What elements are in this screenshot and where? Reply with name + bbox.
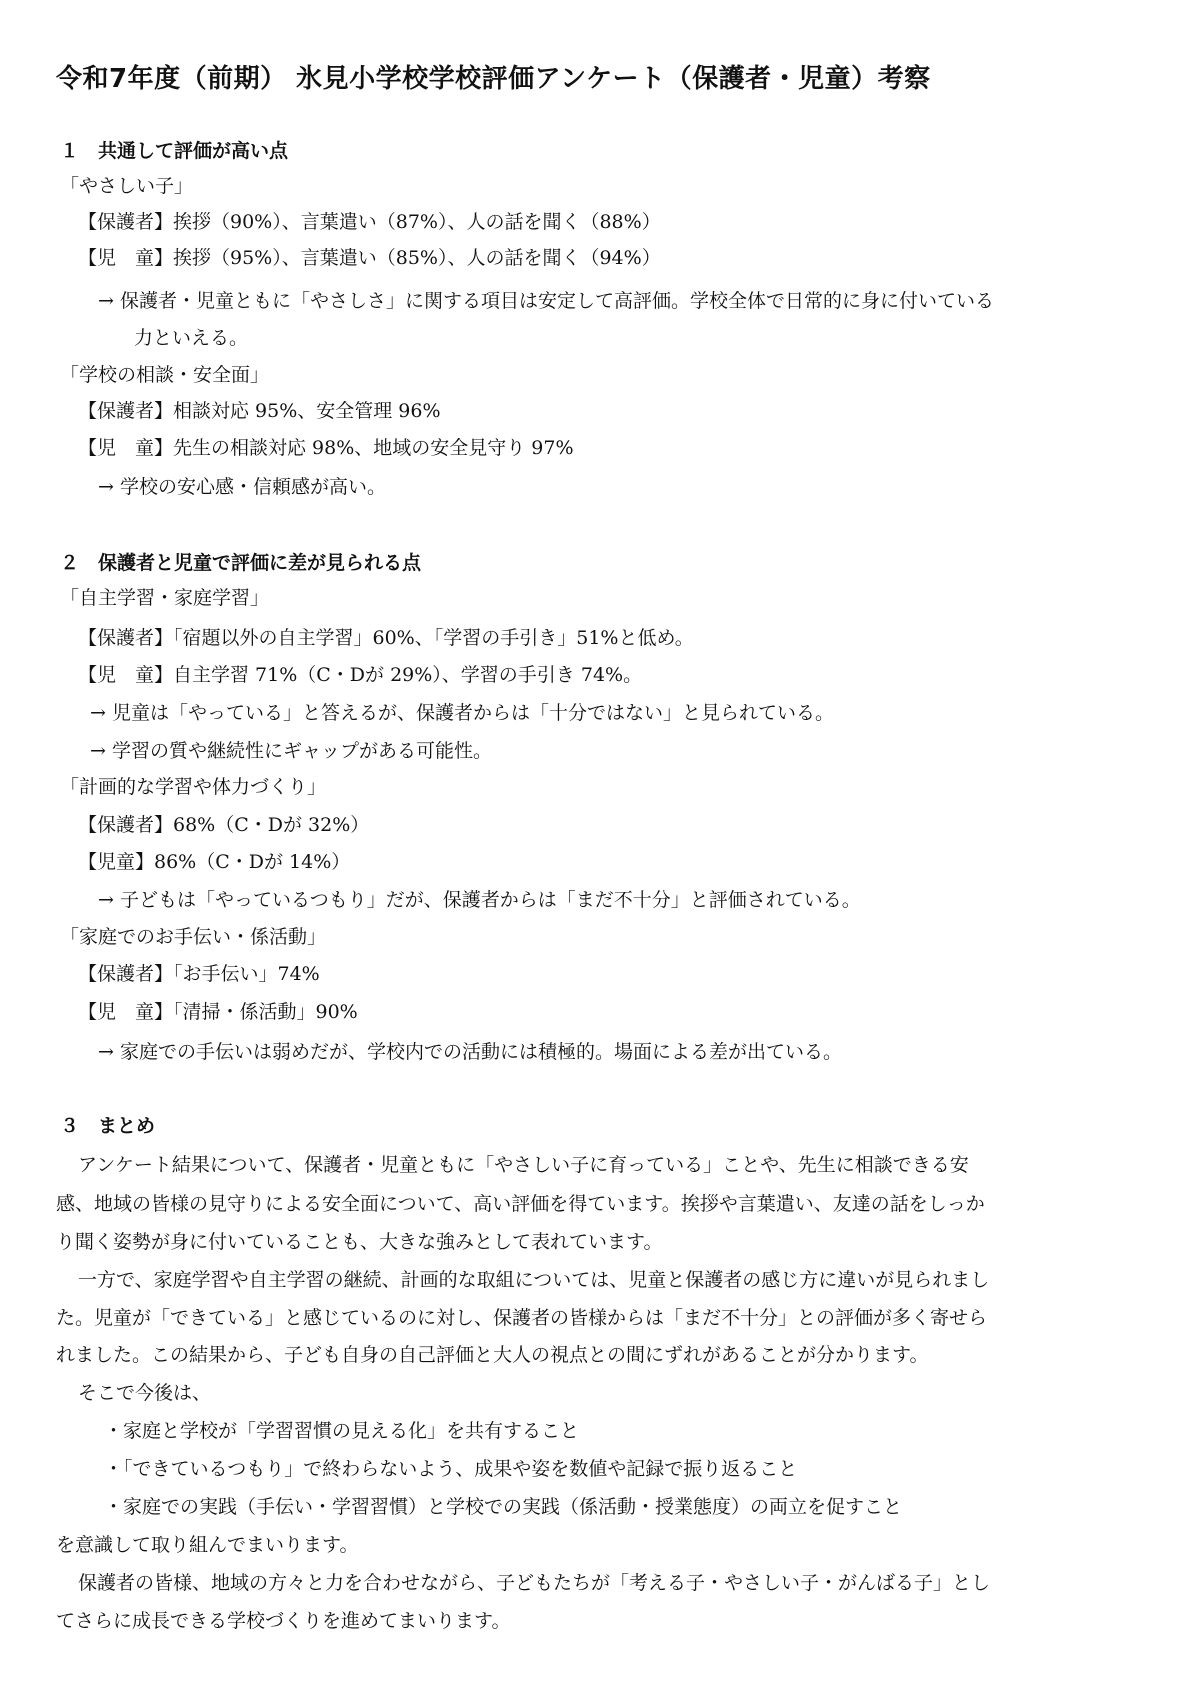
- section1-group1-note: → 保護者・児童ともに「やさしさ」に関する項目は安定して高評価。学校全体で日常的に身に付いている: [98, 290, 994, 312]
- section2-group2-child: 【児童】86%（C・Dが 14%）: [78, 851, 351, 873]
- summary-paragraph1-line2: 感、地域の皆様の見守りによる安全面について、高い評価を得ています。挨拶や言葉遣い、友達の話をしっか: [56, 1193, 985, 1215]
- summary-paragraph3-intro: そこで今後は、: [78, 1382, 212, 1404]
- summary-bullet-3: ・家庭での実践（手伝い・学習習慣）と学校での実践（係活動・授業態度）の両立を促すこと: [104, 1496, 903, 1518]
- section2-group1-note1: → 児童は「やっている」と答えるが、保護者からは「十分ではない」と見られている。: [90, 702, 834, 724]
- section2-group1-note2: → 学習の質や継続性にギャップがある可能性。: [90, 740, 492, 762]
- summary-paragraph3-end: を意識して取り組んでまいります。: [56, 1534, 359, 1556]
- summary-paragraph4-line1: 保護者の皆様、地域の方々と力を合わせながら、子どもたちが「考える子・やさしい子・がんばる子」とし: [78, 1572, 991, 1594]
- section2-group2-label: 「計画的な学習や体力づくり」: [60, 776, 327, 798]
- section2-group1-label: 「自主学習・家庭学習」: [60, 587, 270, 609]
- section3-heading: ３ まとめ: [60, 1115, 156, 1137]
- section2-group1-parent: 【保護者】「宿題以外の自主学習」60%、「学習の手引き」51%と低め。: [78, 627, 694, 649]
- section1-group1-parent: 【保護者】挨拶（90%）、言葉遣い（87%）、人の話を聞く（88%）: [78, 211, 661, 233]
- section2-group3-parent: 【保護者】「お手伝い」74%: [78, 963, 320, 985]
- summary-bullet-2: ・「できているつもり」で終わらないよう、成果や姿を数値や記録で振り返ること: [104, 1458, 798, 1480]
- summary-paragraph4-line2: てさらに成長できる学校づくりを進めてまいります。: [56, 1610, 511, 1632]
- summary-paragraph2-line1: 一方で、家庭学習や自主学習の継続、計画的な取組については、児童と保護者の感じ方に違いが見られまし: [78, 1269, 990, 1291]
- page-title: 令和7年度（前期） 氷見小学校学校評価アンケート（保護者・児童）考察: [56, 64, 931, 94]
- section2-group3-note: → 家庭での手伝いは弱めだが、学校内での活動には積極的。場面による差が出ている。: [98, 1041, 842, 1063]
- summary-bullet-1: ・家庭と学校が「学習習慣の見える化」を共有すること: [104, 1420, 580, 1442]
- section1-group2-note: → 学校の安心感・信頼感が高い。: [98, 476, 386, 498]
- section2-group2-note: → 子どもは「やっているつもり」だが、保護者からは「まだ不十分」と評価されている。: [98, 889, 861, 911]
- section1-group2-child: 【児 童】先生の相談対応 98%、地域の安全見守り 97%: [78, 437, 574, 459]
- summary-paragraph1-line1: アンケート結果について、保護者・児童ともに「やさしい子に育っている」ことや、先生に相談できる安: [78, 1154, 969, 1176]
- summary-paragraph1-line3: り聞く姿勢が身に付いていることも、大きな強みとして表れています。: [56, 1231, 663, 1253]
- section2-group3-child: 【児 童】「清掃・係活動」90%: [78, 1001, 358, 1023]
- section1-group1-note-cont: 力といえる。: [134, 327, 249, 349]
- section1-group2-label: 「学校の相談・安全面」: [60, 364, 270, 386]
- section2-group3-label: 「家庭でのお手伝い・係活動」: [60, 926, 327, 948]
- summary-paragraph2-line2: た。児童が「できている」と感じているのに対し、保護者の皆様からは「まだ不十分」との評価が多く寄せら: [56, 1307, 988, 1329]
- section1-heading: １ 共通して評価が高い点: [60, 140, 289, 162]
- section2-group2-parent: 【保護者】68%（C・Dが 32%）: [78, 814, 370, 836]
- section2-heading: ２ 保護者と児童で評価に差が見られる点: [60, 552, 422, 574]
- summary-paragraph2-line3: れました。この結果から、子ども自身の自己評価と大人の視点との間にずれがあることが分かります。: [56, 1344, 929, 1366]
- section2-group1-child: 【児 童】自主学習 71%（C・Dが 29%）、学習の手引き 74%。: [78, 664, 643, 686]
- section1-group1-label: 「やさしい子」: [60, 175, 194, 197]
- section1-group2-parent: 【保護者】相談対応 95%、安全管理 96%: [78, 400, 441, 422]
- section1-group1-child: 【児 童】挨拶（95%）、言葉遣い（85%）、人の話を聞く（94%）: [78, 247, 661, 269]
